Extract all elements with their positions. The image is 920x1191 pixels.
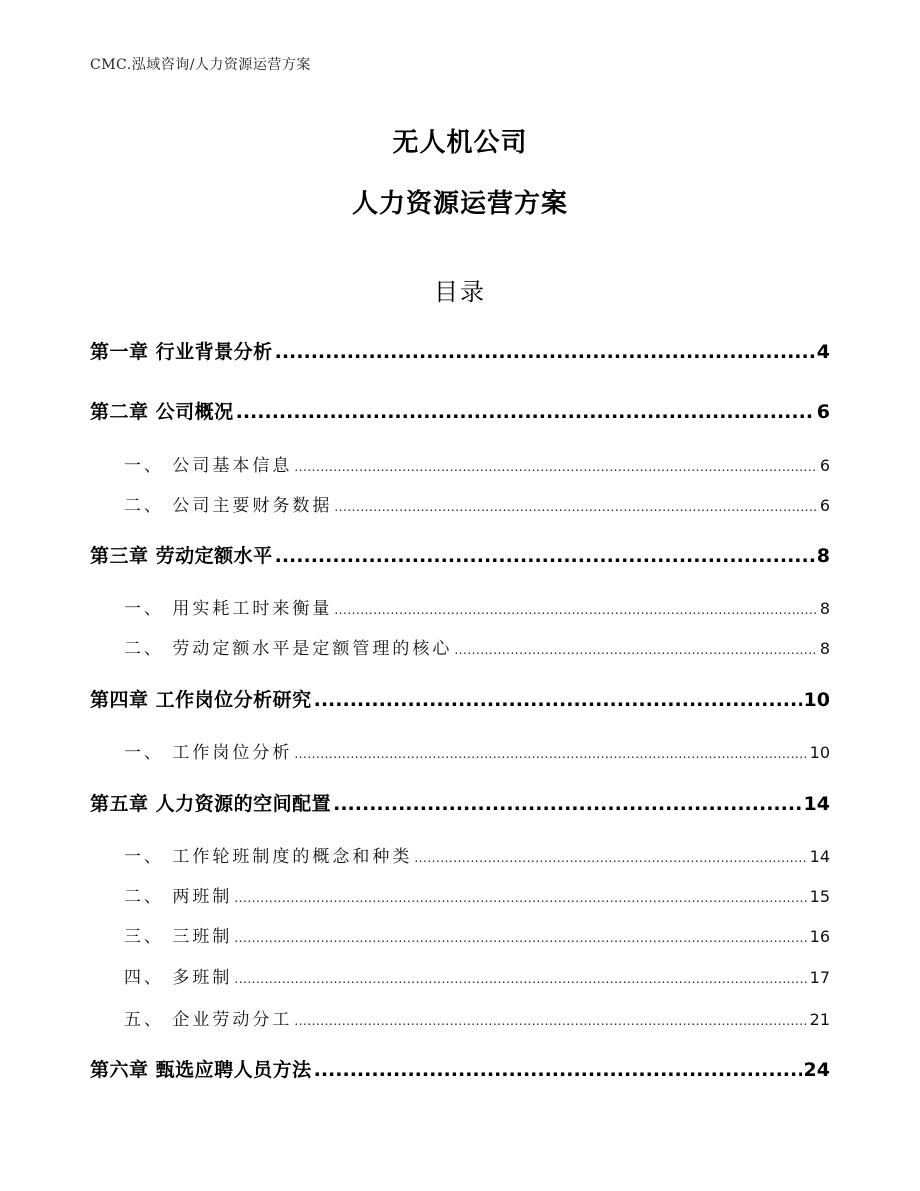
toc-page-number: 10 [803,689,830,711]
toc-section-5-2[interactable] [124,882,830,907]
toc-page-number: 10 [809,743,830,762]
toc-entry-label: 第六章 甄选应聘人员方法 [90,1059,312,1081]
toc-dot-leader [275,545,815,567]
toc-dot-leader [454,639,817,659]
toc-chapter-1[interactable] [90,337,830,364]
toc-page-number: 8 [819,639,830,658]
toc-dot-leader [334,496,817,516]
toc-entry-label: 一、 用实耗工时来衡量 [124,599,333,619]
toc-dot-leader [294,456,817,476]
document-title-company: 无人机公司 [392,128,528,158]
toc-page-number: 16 [809,927,830,946]
toc-page-number: 24 [803,1059,830,1081]
toc-page-number: 15 [809,887,830,906]
toc-entry-label: 一、 工作轮班制度的概念和种类 [124,847,413,867]
toc-page-number: 17 [809,968,830,987]
toc-section-5-4[interactable] [124,963,830,988]
toc-section-5-1[interactable] [124,842,830,867]
toc-dot-leader [234,927,807,947]
toc-dot-leader [333,793,801,815]
toc-entry-label: 第一章 行业背景分析 [90,341,273,363]
toc-page-number: 8 [819,599,830,618]
toc-entry-label: 四、 多班制 [124,968,233,988]
toc-entry-label: 一、 工作岗位分析 [124,743,293,763]
toc-section-5-5[interactable] [124,1005,830,1030]
toc-page-number: 4 [816,341,830,363]
page-header: CMC.泓域咨询/人力资源运营方案 [90,57,311,73]
toc-dot-leader [314,1059,802,1081]
toc-dot-leader [414,847,807,867]
toc-chapter-4[interactable] [90,685,830,712]
toc-entry-label: 第二章 公司概况 [90,401,234,423]
toc-chapter-2[interactable] [90,397,830,424]
toc-entry-label: 二、 劳动定额水平是定额管理的核心 [124,639,453,659]
toc-dot-leader [314,689,802,711]
toc-chapter-6[interactable] [90,1055,830,1082]
toc-dot-leader [234,968,807,988]
toc-heading: 目录 [434,278,486,306]
toc-chapter-5[interactable] [90,789,830,816]
toc-dot-leader [236,401,815,423]
toc-section-3-1[interactable] [124,594,830,619]
toc-page-number: 14 [803,793,830,815]
toc-entry-label: 五、 企业劳动分工 [124,1010,293,1030]
toc-section-2-2[interactable] [124,491,830,516]
toc-section-4-1[interactable] [124,738,830,763]
toc-dot-leader [334,599,817,619]
toc-entry-label: 第四章 工作岗位分析研究 [90,689,312,711]
toc-page-number: 6 [816,401,830,423]
toc-page-number: 8 [816,545,830,567]
toc-page-number: 6 [819,496,830,515]
toc-entry-label: 二、 两班制 [124,887,233,907]
toc-page-number: 6 [819,456,830,475]
toc-section-5-3[interactable] [124,922,830,947]
toc-dot-leader [275,341,815,363]
toc-page-number: 21 [809,1010,830,1029]
toc-dot-leader [234,887,807,907]
toc-page-number: 14 [809,847,830,866]
toc-entry-label: 第五章 人力资源的空间配置 [90,793,332,815]
toc-entry-label: 第三章 劳动定额水平 [90,545,273,567]
toc-chapter-3[interactable] [90,541,830,568]
toc-dot-leader [294,743,807,763]
toc-entry-label: 三、 三班制 [124,927,233,947]
toc-section-3-2[interactable] [124,634,830,659]
toc-entry-label: 一、 公司基本信息 [124,456,293,476]
toc-dot-leader [294,1010,807,1030]
document-title-plan: 人力资源运营方案 [351,189,568,219]
toc-section-2-1[interactable] [124,451,830,476]
toc-entry-label: 二、 公司主要财务数据 [124,496,333,516]
